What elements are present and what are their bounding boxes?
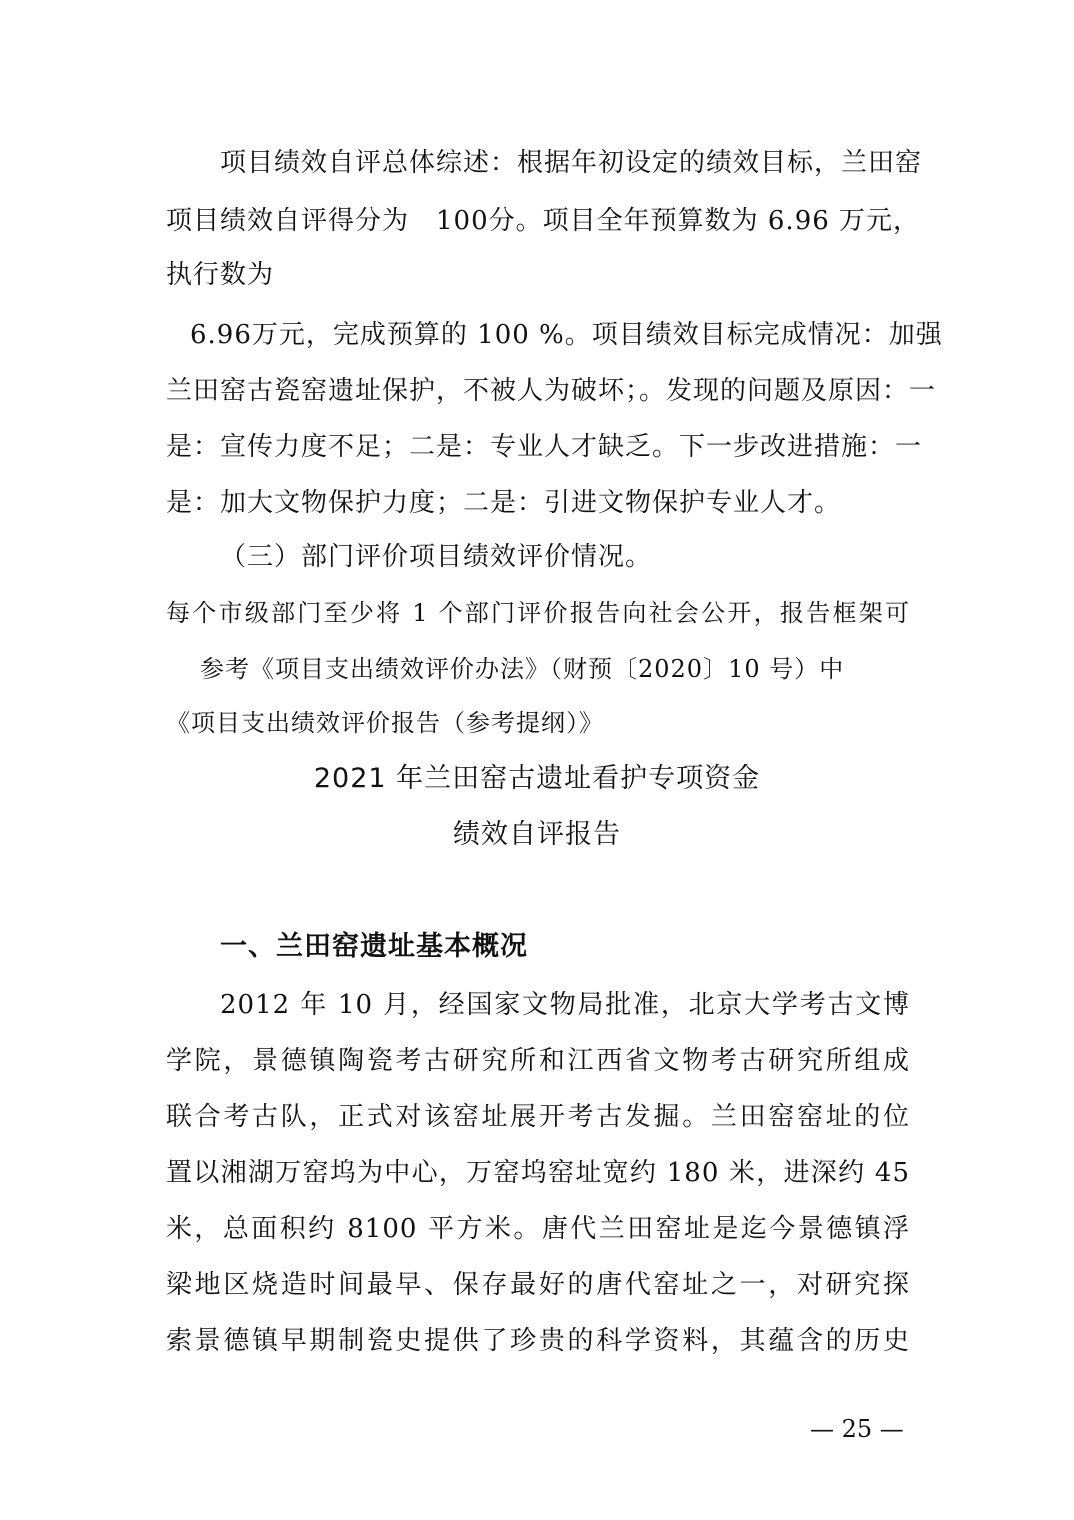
part1-line-2: 学院，景德镇陶瓷考古研究所和江西省文物考古研究所组成	[166, 1046, 910, 1076]
summary-line-3: 执行数为	[166, 260, 275, 290]
note-line-1: 每个市级部门至少将 1 个部门评价报告向社会公开，报告框架可	[166, 599, 910, 627]
section3-heading: （三）部门评价项目绩效评价情况。	[220, 542, 653, 572]
summary-line-7: 是：加大文物保护力度；二是：引进文物保护专业人才。	[166, 488, 842, 518]
page-number: — 25 —	[810, 1415, 904, 1443]
summary-line-1: 项目绩效自评总体综述：根据年初设定的绩效目标，兰田窑	[220, 148, 923, 178]
note-line-3: 《项目支出绩效评价报告（参考提纲）》	[166, 709, 604, 737]
part1-line-7: 索景德镇早期制瓷史提供了珍贵的科学资料，其蕴含的历史	[166, 1326, 910, 1356]
summary-line-4: 6.96万元，完成预算的 100 %。项目绩效目标完成情况：加强	[190, 320, 943, 350]
part1-heading: 一、兰田窑遗址基本概况	[220, 931, 528, 962]
report-title-line-2: 绩效自评报告	[453, 819, 621, 850]
part1-line-3: 联合考古队，正式对该窑址展开考古发掘。兰田窑窑址的位	[166, 1102, 910, 1132]
part1-line-5: 米，总面积约 8100 平方米。唐代兰田窑址是迄今景德镇浮	[166, 1214, 910, 1244]
report-title-line-1: 2021 年兰田窑古遗址看护专项资金	[313, 763, 761, 794]
part1-line-4: 置以湘湖万窑坞为中心，万窑坞窑址宽约 180 米，进深约 45	[166, 1158, 910, 1188]
note-line-2: 参考《项目支出绩效评价办法》（财预〔2020〕10 号）中	[200, 655, 845, 683]
part1-line-6: 梁地区烧造时间最早、保存最好的唐代窑址之一，对研究探	[166, 1270, 910, 1300]
part1-line-1: 2012 年 10 月，经国家文物局批准，北京大学考古文博	[220, 990, 910, 1020]
summary-line-5: 兰田窑古瓷窑遗址保护，不被人为破坏；。发现的问题及原因：一	[166, 376, 937, 406]
summary-line-6: 是：宣传力度不足；二是：专业人才缺乏。下一步改进措施：一	[166, 432, 923, 462]
summary-line-2: 项目绩效自评得分为 100分。项目全年预算数为 6.96 万元，	[166, 206, 921, 236]
